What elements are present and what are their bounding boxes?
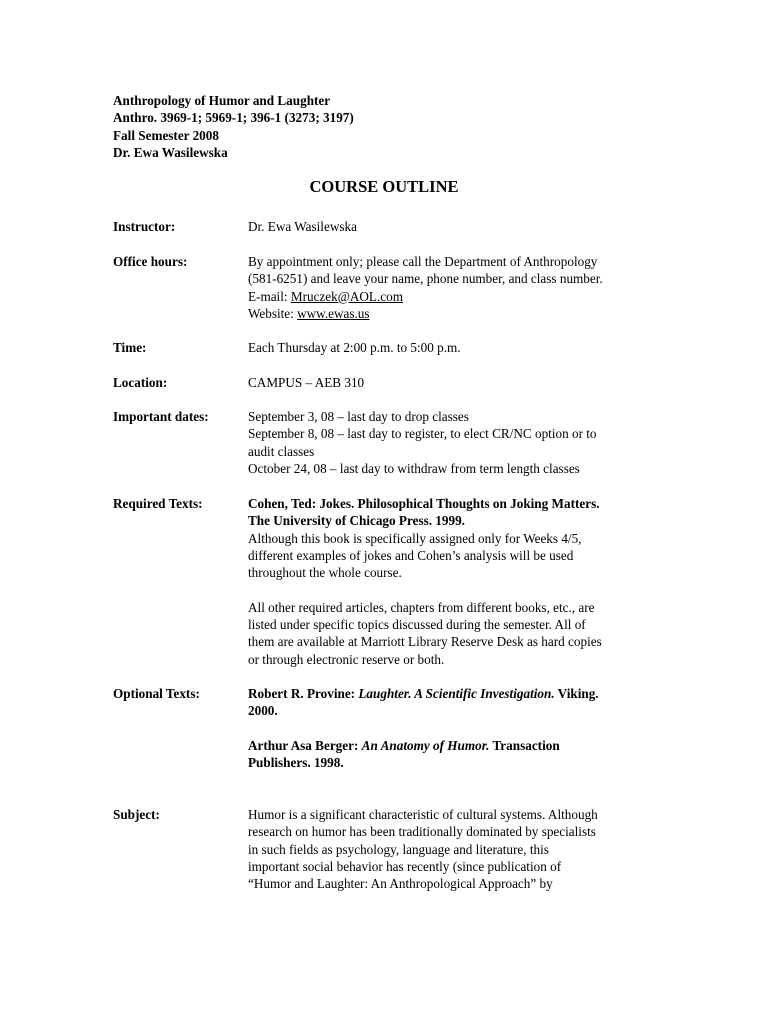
date-line: September 3, 08 – last day to drop classes	[248, 409, 469, 424]
course-numbers: Anthro. 3969-1; 5969-1; 396-1 (3273; 3197)	[113, 110, 354, 126]
required-para-line: them are available at Marriott Library Reserve Desk as hard copies	[248, 634, 602, 650]
book-author: Arthur Asa Berger:	[248, 737, 362, 753]
email-line	[248, 288, 673, 305]
website-prefix: Website:	[248, 305, 298, 321]
optional-book-1	[248, 685, 673, 702]
subject-line: important social behavior has recently (since publication of	[248, 858, 562, 874]
office-hours-line: (581-6251) and leave your name, phone number, and class number.	[248, 271, 603, 287]
date-line: September 8, 08 – last day to register, to elect CR/NC option or to	[248, 426, 597, 442]
optional-book-2	[248, 737, 673, 754]
office-hours-line: By appointment only; please call the Department of Anthropology	[248, 254, 598, 269]
location-value: CAMPUS – AEB 310	[248, 375, 365, 390]
book-publisher: Viking.	[554, 686, 599, 701]
professor-name: Dr. Ewa Wasilewska	[113, 144, 228, 160]
date-line: October 24, 08 – last day to withdraw from term length classes	[248, 460, 580, 476]
date-line: audit classes	[248, 443, 315, 459]
required-citation: Cohen, Ted: Jokes. Philosophical Thoughts on Joking Matters.	[248, 496, 600, 511]
email-prefix: E-mail:	[248, 288, 291, 304]
website-link[interactable]: www.ewas.us	[297, 305, 370, 321]
book-publisher: Transaction	[489, 737, 560, 753]
page-title: COURSE OUTLINE	[309, 177, 459, 196]
required-texts-label: Required Texts:	[113, 496, 203, 511]
time-label: Time:	[113, 340, 147, 355]
required-note-line: Although this book is specifically assigned only for Weeks 4/5,	[248, 530, 582, 546]
required-para-line: listed under specific topics discussed during the semester. All of	[248, 617, 586, 633]
instructor-value: Dr. Ewa Wasilewska	[248, 219, 357, 234]
required-note-line: different examples of jokes and Cohen’s analysis will be used	[248, 547, 574, 563]
book-title: An Anatomy of Humor.	[361, 737, 490, 753]
important-dates-label: Important dates:	[113, 409, 209, 424]
subject-line: in such fields as psychology, language and literature, this	[248, 841, 549, 857]
subject-line: research on humor has been traditionally dominated by specialists	[248, 824, 596, 840]
book-year: 2000.	[248, 703, 278, 719]
subject-line: Humor is a significant characteristic of cultural systems. Although	[248, 807, 598, 822]
book-title: Laughter. A Scientific Investigation.	[358, 686, 555, 701]
required-para-line: All other required articles, chapters from different books, etc., are	[248, 599, 595, 615]
course-header	[113, 92, 354, 161]
office-hours-label: Office hours:	[113, 254, 188, 269]
required-note-line: throughout the whole course.	[248, 565, 402, 581]
book-author: Robert R. Provine:	[248, 686, 359, 701]
time-value: Each Thursday at 2:00 p.m. to 5:00 p.m.	[248, 340, 461, 355]
subject-line: “Humor and Laughter: An Anthropological Approach” by	[248, 876, 553, 892]
book-year: Publishers. 1998.	[248, 755, 344, 771]
email-link[interactable]: Mruczek@AOL.com	[290, 288, 403, 304]
location-label: Location:	[113, 375, 168, 390]
required-para-line: or through electronic reserve or both.	[248, 651, 445, 667]
semester: Fall Semester 2008	[113, 127, 219, 143]
required-citation: The University of Chicago Press. 1999.	[248, 513, 465, 529]
subject-label: Subject:	[113, 807, 160, 822]
course-name: Anthropology of Humor and Laughter	[113, 93, 331, 108]
instructor-label: Instructor:	[113, 219, 176, 234]
optional-texts-label: Optional Texts:	[113, 686, 200, 701]
website-line	[248, 305, 673, 322]
